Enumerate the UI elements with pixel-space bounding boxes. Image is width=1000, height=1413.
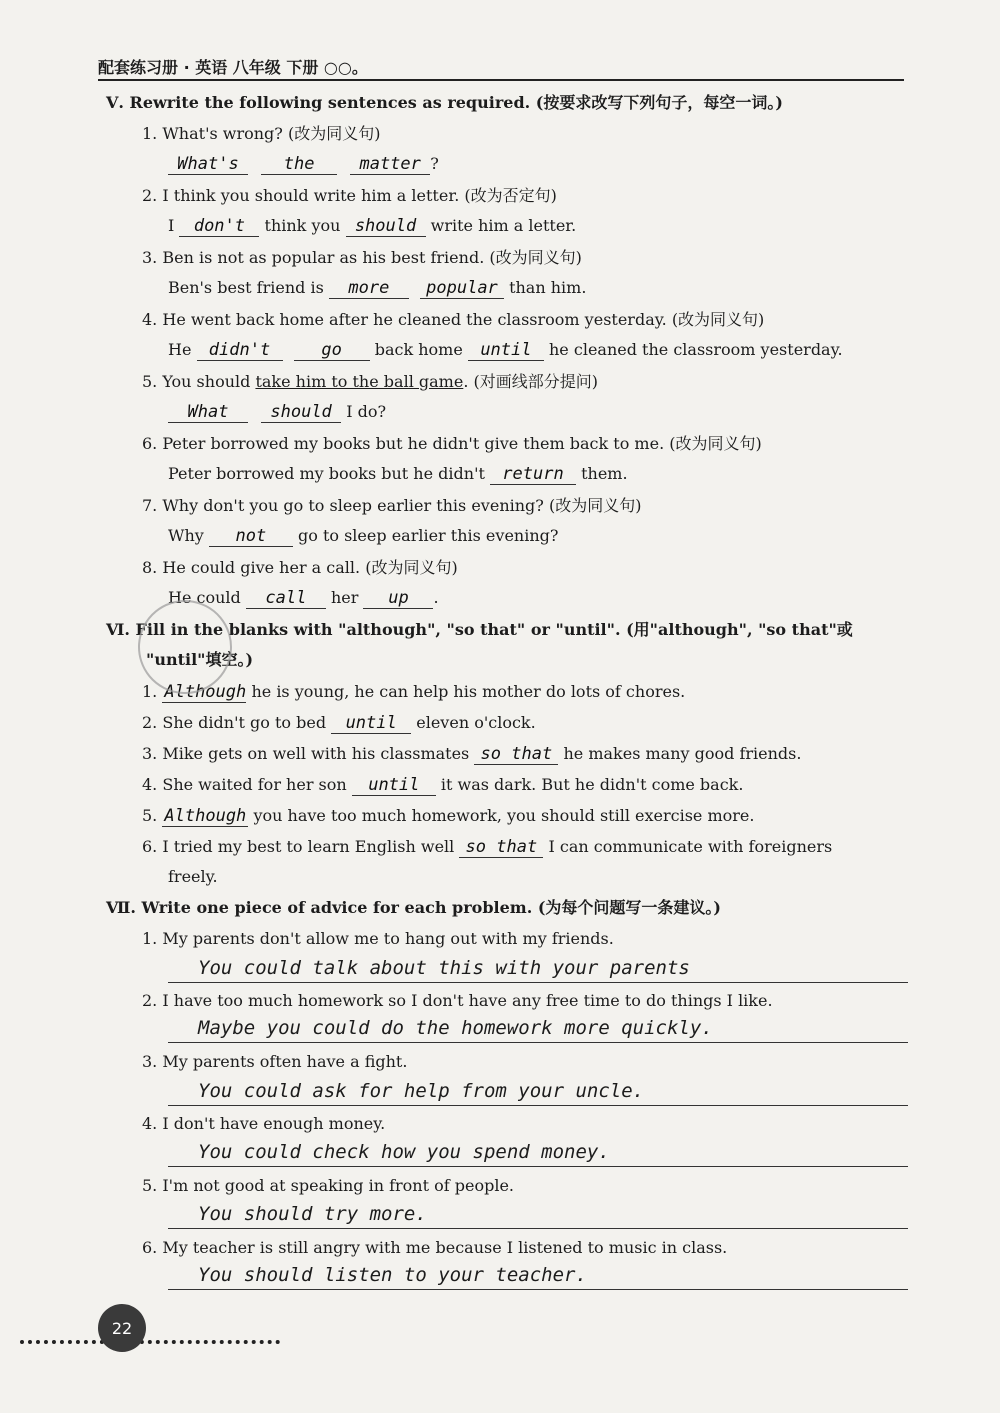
s6-item-5: 5. Although you have too much homework, you should still exercise more.: [142, 806, 755, 826]
answer-blank[interactable]: go: [294, 340, 370, 361]
s5-a5: What should I do?: [168, 401, 386, 423]
answer-blank[interactable]: more: [329, 278, 409, 299]
s5-q8: 8. He could give her a call. (改为同义句): [142, 558, 458, 577]
answer-blank[interactable]: call: [246, 588, 326, 609]
s6-item-2: 2. She didn't go to bed until eleven o'clock.: [142, 713, 536, 733]
advice-answer-line[interactable]: You should try more.: [168, 1199, 908, 1229]
s6-item-6-cont: freely.: [168, 867, 218, 886]
answer-blank[interactable]: What's: [168, 154, 248, 175]
advice-answer-line[interactable]: You could ask for help from your uncle.: [168, 1076, 908, 1106]
answer-blank[interactable]: up: [363, 588, 433, 609]
answer-blank[interactable]: return: [490, 464, 576, 485]
s5-a7: Why not go to sleep earlier this evening?: [168, 526, 559, 546]
s7-q1: 1. My parents don't allow me to hang out with my friends.: [142, 929, 614, 948]
footer-dotted-rule: [20, 1340, 280, 1348]
s7-q6: 6. My teacher is still angry with me because I listened to music in class.: [142, 1238, 728, 1257]
underlined-phrase: take him to the ball game: [255, 372, 464, 391]
s5-a4: He didn't go back home until he cleaned the classroom yesterday.: [168, 340, 843, 360]
s5-q4: 4. He went back home after he cleaned the classroom yesterday. (改为同义句): [142, 310, 765, 329]
s5-a1: What's the matter ?: [168, 153, 439, 175]
advice-answer-line[interactable]: You could talk about this with your parents: [168, 953, 908, 983]
answer-blank[interactable]: not: [209, 526, 293, 547]
page-header: [98, 55, 904, 81]
answer-blank[interactable]: so that: [474, 744, 558, 765]
s5-q2: 2. I think you should write him a letter. (改为否定句): [142, 186, 557, 205]
s5-a8: He could call her up .: [168, 588, 439, 608]
s6-item-3: 3. Mike gets on well with his classmates so that he makes many good friends.: [142, 744, 802, 764]
s5-a3: Ben's best friend is more popular than him.: [168, 278, 587, 298]
answer-blank[interactable]: matter: [350, 154, 430, 175]
s5-q6: 6. Peter borrowed my books but he didn't give them back to me. (改为同义句): [142, 434, 762, 453]
s5-q5: 5. You should take him to the ball game. (对画线部分提问): [142, 372, 598, 391]
answer-blank[interactable]: until: [352, 775, 436, 796]
answer-blank[interactable]: don't: [179, 216, 259, 237]
s7-q2: 2. I have too much homework so I don't have any free time to do things I like.: [142, 991, 773, 1010]
s7-q3: 3. My parents often have a fight.: [142, 1052, 408, 1071]
advice-answer-line[interactable]: You should listen to your teacher.: [168, 1260, 908, 1290]
section-6-title-cont: "until"填空。): [146, 650, 254, 669]
s7-q4: 4. I don't have enough money.: [142, 1114, 386, 1133]
s6-item-6: 6. I tried my best to learn English well so that I can communicate with foreigners: [142, 837, 833, 857]
answer-blank[interactable]: What: [168, 402, 248, 423]
answer-blank[interactable]: the: [261, 154, 337, 175]
answer-blank[interactable]: should: [346, 216, 426, 237]
header-title: 配套练习册 · 英语 八年级 下册 ○○。: [98, 58, 368, 77]
advice-answer-line[interactable]: Maybe you could do the homework more quickly.: [168, 1013, 908, 1043]
answer-blank[interactable]: Although: [164, 682, 247, 702]
answer-blank[interactable]: until: [468, 340, 544, 361]
s5-a6: Peter borrowed my books but he didn't return them.: [168, 464, 628, 484]
advice-answer-line[interactable]: You could check how you spend money.: [168, 1137, 908, 1167]
page-number: 22: [98, 1304, 146, 1352]
answer-blank[interactable]: so that: [459, 837, 543, 858]
section-5-title: Ⅴ. Rewrite the following sentences as required. (按要求改写下列句子，每空一词。): [106, 93, 783, 112]
s7-q5: 5. I'm not good at speaking in front of people.: [142, 1176, 515, 1195]
section-7-title: Ⅶ. Write one piece of advice for each problem. (为每个问题写一条建议。): [106, 898, 721, 917]
answer-blank[interactable]: popular: [420, 278, 504, 299]
s5-q7: 7. Why don't you go to sleep earlier this evening? (改为同义句): [142, 496, 642, 515]
answer-blank[interactable]: didn't: [197, 340, 283, 361]
answer-blank[interactable]: should: [261, 402, 341, 423]
s6-item-4: 4. She waited for her son until it was dark. But he didn't come back.: [142, 775, 744, 795]
s6-item-1: 1. Although he is young, he can help his mother do lots of chores.: [142, 682, 686, 702]
answer-blank[interactable]: until: [331, 713, 411, 734]
section-6-title: Ⅵ. Fill in the blanks with "although", "so that" or "until". (用"although", "so that"或: [106, 620, 853, 639]
s5-a2: I don't think you should write him a letter.: [168, 216, 577, 236]
answer-blank[interactable]: Although: [162, 806, 248, 827]
s5-q1: 1. What's wrong? (改为同义句): [142, 124, 381, 143]
s5-q3: 3. Ben is not as popular as his best friend. (改为同义句): [142, 248, 582, 267]
